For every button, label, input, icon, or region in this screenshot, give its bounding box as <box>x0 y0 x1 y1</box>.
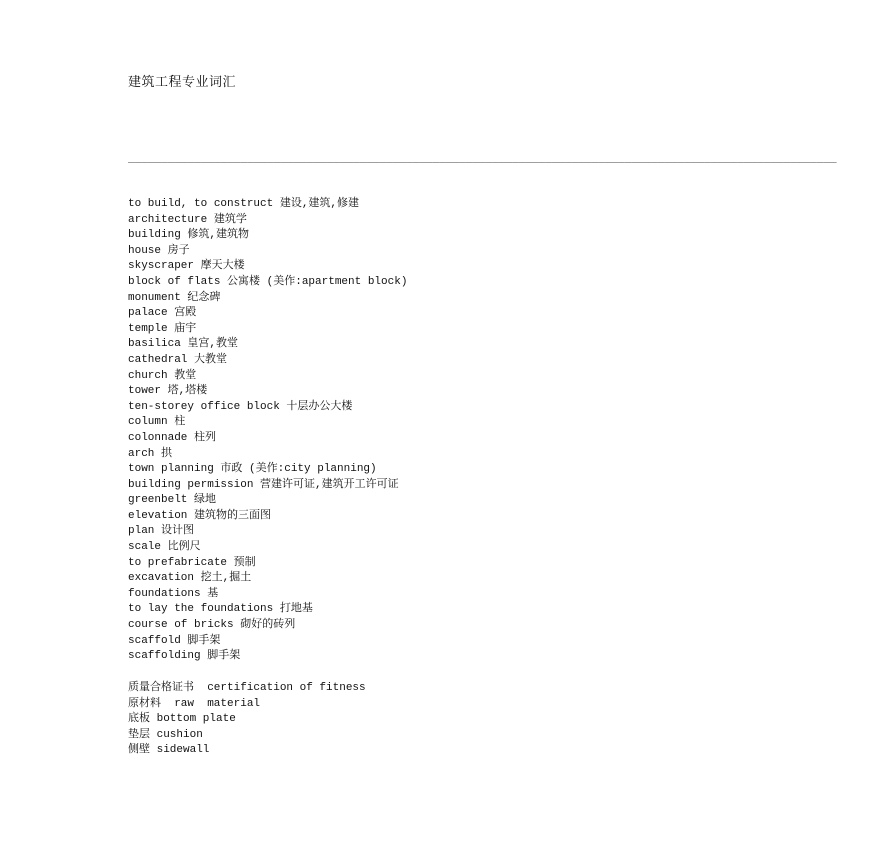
vocabulary-entry: scaffolding 脚手架 <box>128 650 241 663</box>
vocabulary-entry: 原材料 raw material <box>128 697 261 710</box>
vocabulary-entry: to prefabricate 预制 <box>128 556 256 569</box>
vocabulary-entry: monument 纪念碑 <box>128 291 221 304</box>
vocabulary-entry: foundations 基 <box>128 587 219 600</box>
vocabulary-entry: plan 设计图 <box>128 525 195 538</box>
vocabulary-entry: 底板 bottom plate <box>128 713 236 726</box>
vocabulary-entry: to lay the foundations 打地基 <box>128 603 313 616</box>
vocabulary-entry: skyscraper 摩天大楼 <box>128 260 245 273</box>
vocabulary-entry: church 教堂 <box>128 369 197 382</box>
vocabulary-entry: column 柱 <box>128 416 186 429</box>
vocabulary-entry: building permission 营建许可证,建筑开工许可证 <box>128 478 399 491</box>
vocabulary-entry: tower 塔,塔楼 <box>128 385 208 398</box>
vocabulary-entry: arch 拱 <box>128 447 173 460</box>
vocabulary-entry: building 修筑,建筑物 <box>128 229 250 242</box>
vocabulary-entry: 侧壁 sidewall <box>128 744 210 757</box>
vocabulary-entry: 质量合格证书 certification of fitness <box>128 682 366 694</box>
vocabulary-entry: course of bricks 砌好的砖列 <box>128 619 296 632</box>
vocabulary-entry: to build, to construct 建设,建筑,修建 <box>128 198 360 210</box>
vocabulary-entry: town planning 市政 (美作:city planning) <box>128 463 377 476</box>
vocabulary-entry: greenbelt 绿地 <box>128 494 217 507</box>
divider-line: ___________________________________________________________________________________________________________ <box>128 150 837 163</box>
vocabulary-entry: scale 比例尺 <box>128 541 201 554</box>
vocabulary-entry: temple 庙宇 <box>128 322 197 335</box>
document-title: 建筑工程专业词汇 <box>128 75 237 90</box>
vocabulary-entry: block of flats 公寓楼 (美作:apartment block) <box>128 275 408 288</box>
vocabulary-entry: excavation 挖土,掘土 <box>128 572 252 585</box>
vocabulary-entry: scaffold 脚手架 <box>128 634 221 647</box>
vocabulary-entry: colonnade 柱列 <box>128 431 217 444</box>
vocabulary-entry: cathedral 大教堂 <box>128 353 228 366</box>
vocabulary-entry: ten-storey office block 十层办公大楼 <box>128 400 353 413</box>
vocabulary-list <box>128 197 407 665</box>
vocabulary-entry: elevation 建筑物的三面图 <box>128 509 272 522</box>
vocabulary-entry: architecture 建筑学 <box>128 213 247 226</box>
vocabulary-entry: palace 宫殿 <box>128 307 197 320</box>
vocabulary-list-secondary <box>128 681 366 759</box>
vocabulary-entry: 垫层 cushion <box>128 728 203 741</box>
vocabulary-entry: basilica 皇宫,教堂 <box>128 338 239 351</box>
vocabulary-entry: house 房子 <box>128 244 190 257</box>
